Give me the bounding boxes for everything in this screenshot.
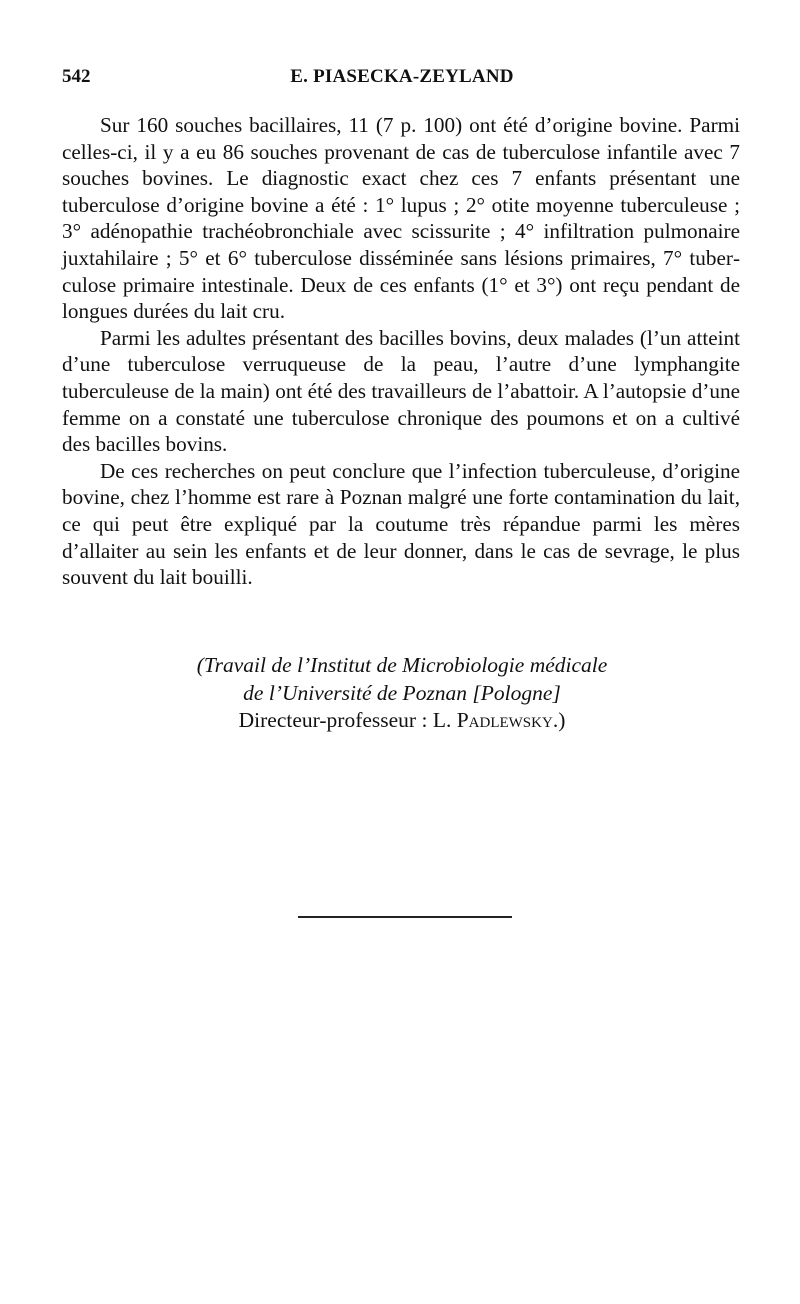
paragraph-conclusion: De ces recherches on peut conclure que l’infection tuberculeuse, d’origine bovine, chez l’homme est rare à Poznan malgré une forte contamination du lait, ce qui peut être expliqué par la coutume très répandue parmi les mères d’allaiter au sein les enfants et de leur donner, dans le cas de sevrage, le plus souvent du lait bouilli. [62, 458, 740, 590]
running-title: E. PIASECKA-ZEYLAND [290, 66, 514, 87]
director-name: L. Padlewsky [432, 708, 553, 732]
credit-closing: .) [552, 708, 566, 732]
institution-credit [62, 652, 742, 735]
credit-line-institut: (Travail de l’Institut de Microbiologie médicale [196, 653, 608, 677]
running-head [62, 66, 742, 94]
paragraph-adultes: Parmi les adultes présentant des bacilles bovins, deux malades (l’un atteint d’une tuberculose verruqueuse de la peau, l’autre d’une lymphangite tuberculeuse de la main) ont été des travailleurs de l’abattoir. A l’autopsie d’une femme on a constaté une tuberculose chronique des poumons et on a cultivé des bacilles bovins. [62, 325, 740, 457]
credit-directeur-label: Directeur-professeur : [238, 708, 433, 732]
paragraph-souches: Sur 160 souches bacillaires, 11 (7 p. 100) ont été d’origine bovine. Parmi celles-ci, il y a eu 86 souches provenant de cas de tuberculose infantile avec 7 souches bovines. Le diagnostic exact chez ces 7 enfants présentant une tuberculose d’origine bovine a été : 1° lupus ; 2° otite moyenne tuberculeuse ; 3° adénopathie trachéobronchiale avec scissurite ; 4° infiltration pulmonaire juxtahilaire ; 5° et 6° tuberculose disséminée sans lésions primaires, 7° tuberculose primaire intestinale. Deux de ces enfants (1° et 3°) ont reçu pendant de longues durées du lait cru. [62, 113, 740, 324]
page-number: 542 [62, 66, 91, 87]
body-text [62, 112, 740, 591]
credit-line-universite: de l’Université de Poznan [Pologne] [243, 680, 561, 705]
end-rule [298, 916, 512, 918]
credit-line-directeur [62, 707, 742, 735]
